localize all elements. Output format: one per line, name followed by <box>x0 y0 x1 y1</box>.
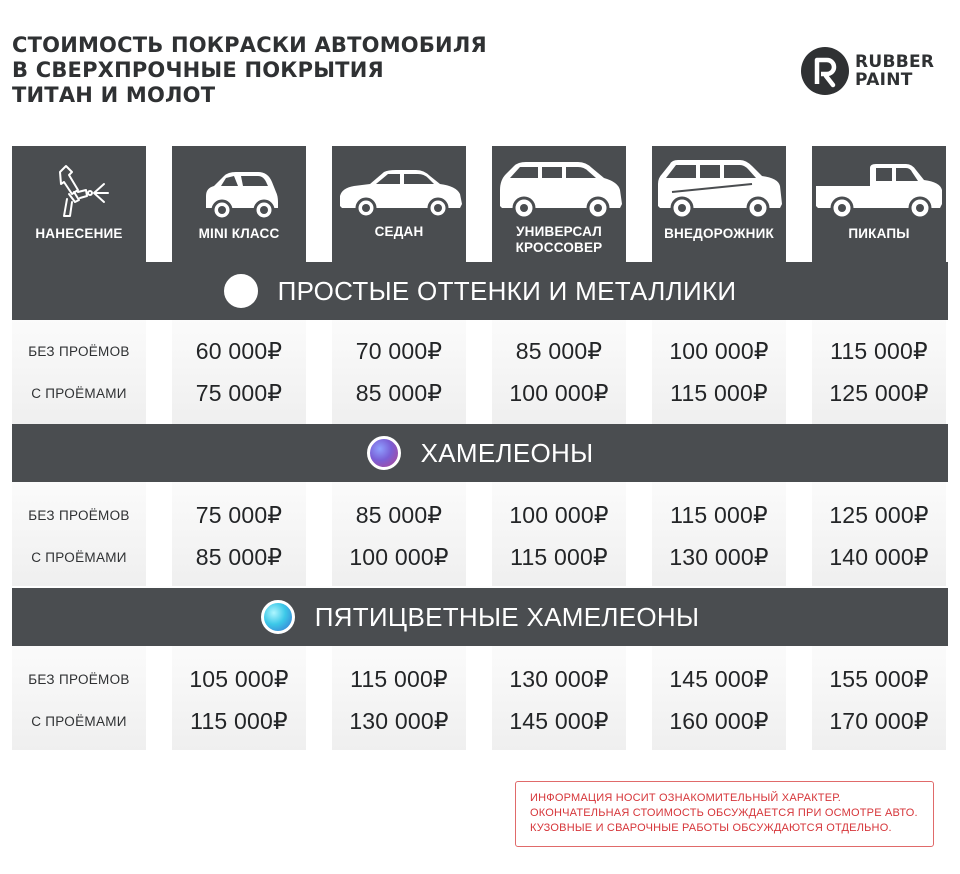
header-application-label: НАНЕСЕНИЕ <box>35 226 123 241</box>
price-with: 115 000₽ <box>190 708 288 734</box>
price-without: 125 000₽ <box>829 502 929 528</box>
price-without: 105 000₽ <box>189 666 289 692</box>
price-card <box>812 482 946 586</box>
price-with: 75 000₽ <box>195 380 283 406</box>
row-labels-card <box>12 320 146 424</box>
price-card <box>492 482 626 586</box>
price-without: 85 000₽ <box>515 338 603 364</box>
price-card <box>172 482 306 586</box>
header-suv <box>652 146 786 262</box>
disclaimer-line-3: КУЗОВНЫЕ И СВАРОЧНЫЕ РАБОТЫ ОБСУЖДАЮТСЯ ОТДЕЛЬНО. <box>530 822 892 834</box>
price-card <box>652 482 786 586</box>
price-without: 115 000₽ <box>350 666 448 692</box>
price-without: 60 000₽ <box>195 338 283 364</box>
section-title: ХАМЕЛЕОНЫ <box>420 437 594 468</box>
price-with: 130 000₽ <box>349 708 449 734</box>
price-without: 75 000₽ <box>195 502 283 528</box>
price-card <box>812 646 946 750</box>
row-labels-card <box>12 482 146 586</box>
header-mini-class-label: MINI КЛАСС <box>198 226 280 241</box>
section-band-chameleons <box>12 424 948 482</box>
header-application <box>12 146 146 262</box>
mini-car-icon <box>172 154 306 226</box>
price-with: 115 000₽ <box>670 380 768 406</box>
price-with: 125 000₽ <box>829 380 929 406</box>
header-universal-crossover <box>492 146 626 262</box>
price-without: 115 000₽ <box>670 502 768 528</box>
logo-text-paint: PAINT <box>855 70 913 90</box>
price-card <box>492 646 626 750</box>
sedan-car-icon <box>332 154 466 226</box>
disclaimer-line-2: ОКОНЧАТЕЛЬНАЯ СТОИМОСТЬ ОБСУЖДАЕТСЯ ПРИ ОСМОТРЕ АВТО. <box>530 807 918 819</box>
price-card <box>332 646 466 750</box>
row-label-without-openings: БЕЗ ПРОЁМОВ <box>28 508 130 523</box>
row-label-with-openings: С ПРОЁМАМИ <box>31 714 127 729</box>
price-with: 170 000₽ <box>829 708 929 734</box>
title-line-1: СТОИМОСТЬ ПОКРАСКИ АВТОМОБИЛЯ <box>12 33 487 57</box>
row-label-without-openings: БЕЗ ПРОЁМОВ <box>28 672 130 687</box>
price-with: 85 000₽ <box>195 544 283 570</box>
price-without: 70 000₽ <box>355 338 443 364</box>
section-title: ПРОСТЫЕ ОТТЕНКИ И МЕТАЛЛИКИ <box>277 275 737 306</box>
white-circle-icon <box>224 274 258 308</box>
section-title: ПЯТИЦВЕТНЫЕ ХАМЕЛЕОНЫ <box>314 601 700 632</box>
row-label-without-openings: БЕЗ ПРОЁМОВ <box>28 344 130 359</box>
price-with: 160 000₽ <box>669 708 769 734</box>
header-pickups-label: ПИКАПЫ <box>848 226 910 241</box>
header-sedan-label: СЕДАН <box>374 224 424 239</box>
suv-car-icon <box>652 154 786 226</box>
price-card <box>332 320 466 424</box>
price-card <box>172 646 306 750</box>
price-without: 115 000₽ <box>830 338 928 364</box>
price-with: 100 000₽ <box>349 544 449 570</box>
title-line-3: ТИТАН И МОЛОТ <box>12 83 216 107</box>
spray-gun-icon <box>12 154 146 226</box>
price-without: 130 000₽ <box>509 666 609 692</box>
header-mini-class <box>172 146 306 262</box>
pickup-truck-icon <box>812 154 946 226</box>
crossover-car-icon <box>492 154 626 226</box>
title-line-2: В СВЕРХПРОЧНЫЕ ПОКРЫТИЯ <box>12 58 384 82</box>
section-band-five-color-chameleons <box>12 588 948 646</box>
header-sedan <box>332 146 466 262</box>
logo-icon <box>800 46 850 96</box>
price-with: 85 000₽ <box>355 380 443 406</box>
price-card <box>172 320 306 424</box>
disclaimer-line-1: ИНФОРМАЦИЯ НОСИТ ОЗНАКОМИТЕЛЬНЫЙ ХАРАКТЕР. <box>530 792 841 804</box>
header-crossover-label: КРОССОВЕР <box>515 240 603 255</box>
price-without: 100 000₽ <box>509 502 609 528</box>
logo-text-rubber: RUBBER <box>855 52 935 72</box>
header-universal-label: УНИВЕРСАЛ <box>516 224 602 239</box>
header-suv-label: ВНЕДОРОЖНИК <box>664 226 774 241</box>
price-card <box>812 320 946 424</box>
price-card <box>652 646 786 750</box>
five-color-chameleon-circle-icon <box>261 600 295 634</box>
disclaimer-note <box>515 781 934 847</box>
price-with: 140 000₽ <box>829 544 929 570</box>
price-without: 100 000₽ <box>669 338 769 364</box>
row-label-with-openings: С ПРОЁМАМИ <box>31 386 127 401</box>
price-without: 155 000₽ <box>829 666 929 692</box>
header-pickups <box>812 146 946 262</box>
price-with: 100 000₽ <box>509 380 609 406</box>
price-without: 145 000₽ <box>669 666 769 692</box>
section-band-simple-metallic <box>12 262 948 320</box>
price-with: 130 000₽ <box>669 544 769 570</box>
price-without: 85 000₽ <box>355 502 443 528</box>
price-card <box>332 482 466 586</box>
page-title <box>12 33 612 108</box>
price-card <box>492 320 626 424</box>
chameleon-circle-icon <box>367 436 401 470</box>
price-card <box>652 320 786 424</box>
price-with: 145 000₽ <box>509 708 609 734</box>
row-label-with-openings: С ПРОЁМАМИ <box>31 550 127 565</box>
price-with: 115 000₽ <box>510 544 608 570</box>
row-labels-card <box>12 646 146 750</box>
